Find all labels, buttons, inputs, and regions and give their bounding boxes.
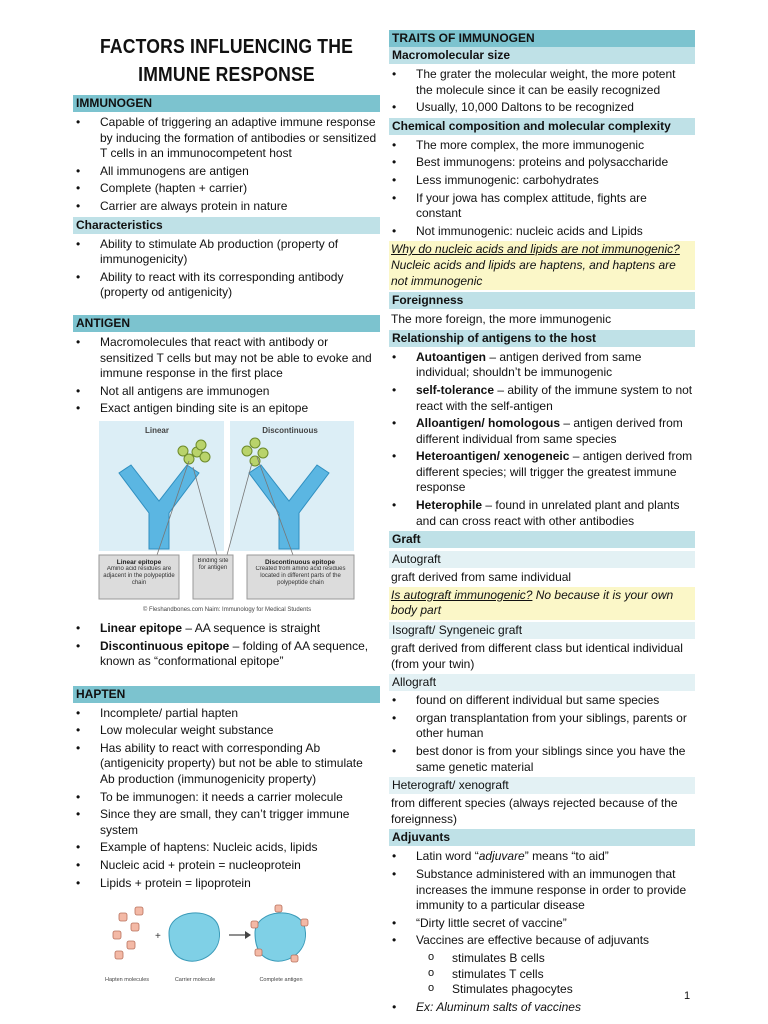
autograft-text: graft derived from same individual xyxy=(391,570,572,585)
list-item: • Example of haptens: Nucleic acids, lipids xyxy=(73,840,380,856)
list-item: • Lipids + protein = lipoprotein xyxy=(73,876,380,892)
label-hapten: Hapten molecules xyxy=(105,977,150,984)
latin-word: adjuvare xyxy=(478,849,525,864)
carrier-molecule-shape xyxy=(169,913,220,961)
size-heading: Macromolecular size xyxy=(389,47,695,64)
rel-term: Heterophile xyxy=(416,498,483,513)
rel-term: Autoantigen xyxy=(416,349,486,364)
list-item: • The grater the molecular weight, the more potent the molecule since it can be easily recognized xyxy=(389,67,695,98)
hapten-molecules-shape xyxy=(113,907,143,959)
list-item: • Less immunogenic: carbohydrates xyxy=(389,173,695,189)
list-item: • Ex: Aluminum salts of vaccines xyxy=(389,1000,695,1016)
list-item xyxy=(389,416,695,447)
box1-title: Linear epitope xyxy=(116,558,162,566)
title-line-1: FACTORS INFLUENCING THE xyxy=(99,36,354,58)
list-item xyxy=(389,498,695,529)
list-item: o Stimulates phagocytes xyxy=(389,982,695,998)
label-complete: Complete antigen xyxy=(259,977,303,984)
foreign-heading: Foreignness xyxy=(389,292,695,309)
complete-antigen-shape xyxy=(255,913,306,961)
hapten-carrier-illustration xyxy=(105,899,315,999)
chem-heading: Chemical composition and molecular complexity xyxy=(389,118,695,135)
epitope-term: Discontinuous epitope xyxy=(100,638,230,653)
rel-desc: – antigen derived from different species; will trigger the greatest immune response xyxy=(416,449,693,495)
arrow-icon xyxy=(245,931,251,939)
note-question: Why do nucleic acids and lipids are not immunogenic? xyxy=(391,242,680,257)
list-item: • Carrier are always protein in nature xyxy=(73,199,380,215)
hapten-heading: HAPTEN xyxy=(73,686,380,703)
list-item: • Ability to react with its corresponding antibody (property od antigenicity) xyxy=(73,270,380,301)
adjuvants-heading: Adjuvants xyxy=(389,829,695,846)
rel-desc: – ability of the immune system to not react with the self-antigen xyxy=(416,382,693,413)
autograft-heading: Autograft xyxy=(389,551,695,568)
page-title xyxy=(91,33,361,89)
traits-heading: TRAITS OF IMMUNOGEN xyxy=(389,30,695,47)
list-item: • If your jowa has complex attitude, fights are constant xyxy=(389,191,695,222)
antigen-list xyxy=(73,335,380,417)
list-item xyxy=(389,383,695,414)
rel-term: Alloantigen/ homologous xyxy=(416,416,560,431)
hapten-carrier-figure xyxy=(105,899,315,999)
list-item: • “Dirty little secret of vaccine” xyxy=(389,916,695,932)
list-item: • Exact antigen binding site is an epitope xyxy=(73,401,380,417)
heterograft-heading: Heterograft/ xenograft xyxy=(389,777,695,794)
note-answer: Nucleic acids and lipids are haptens, and haptens are not immunogenic xyxy=(391,257,676,288)
antibody-epitope-illustration xyxy=(97,421,357,617)
relationship-list xyxy=(389,350,695,530)
list-item: • Incomplete/ partial hapten xyxy=(73,706,380,722)
list-item: • Best immunogens: proteins and polysaccharide xyxy=(389,155,695,171)
list-item xyxy=(73,621,380,637)
list-item: • All immunogens are antigen xyxy=(73,164,380,180)
list-item: • The more complex, the more immunogenic xyxy=(389,138,695,154)
list-item xyxy=(389,350,695,381)
characteristics-list xyxy=(73,237,380,301)
list-item: • Not immunogenic: nucleic acids and Lipids xyxy=(389,224,695,240)
box3-title: Discontinuous epitope xyxy=(264,558,336,566)
note-box xyxy=(389,241,695,290)
heterograft-text: from different species (always rejected because of the foreignness) xyxy=(391,796,678,826)
epitope-figure xyxy=(97,421,357,617)
figure-credit: © Fleshandbones.com Naim: Immunology for Medical Students xyxy=(142,606,312,613)
right-column xyxy=(389,30,695,1017)
allograft-list xyxy=(389,693,695,775)
box1-text: Amino acid residues are adjacent in the polypeptide chain xyxy=(103,565,175,586)
plus-sign: + xyxy=(155,931,161,943)
autograft-note xyxy=(389,587,695,620)
foreign-text: The more foreign, the more immunogenic xyxy=(391,312,612,327)
adjuvants-sublist xyxy=(389,951,695,998)
list-item: • Not all antigens are immunogen xyxy=(73,384,380,400)
list-item xyxy=(389,849,695,865)
list-item: • Complete (hapten + carrier) xyxy=(73,181,380,197)
text-part: Latin word “ xyxy=(416,849,479,864)
list-item: • best donor is from your siblings since you have the same genetic material xyxy=(389,744,695,775)
text-part: ” means “to aid” xyxy=(524,849,609,864)
allograft-heading: Allograft xyxy=(389,674,695,691)
isograft-heading: Isograft/ Syngeneic graft xyxy=(389,622,695,639)
label-carrier: Carrier molecule xyxy=(174,977,216,984)
list-item: • Since they are small, they can’t trigger immune system xyxy=(73,807,380,838)
list-item: • Substance administered with an immunogen that increases the immune response in order to provide immunity to a particular disease xyxy=(389,867,695,914)
adjuvants-list xyxy=(389,849,695,949)
rel-term: self-tolerance xyxy=(416,382,495,397)
list-item xyxy=(73,639,380,670)
box3-text: Created from amino acid residues located in different parts of the polypeptide chain xyxy=(255,565,346,586)
linear-label: Linear xyxy=(144,425,170,435)
isograft-text: graft derived from different class but identical individual (from your twin) xyxy=(391,641,683,671)
rel-desc: – found in unrelated plant and plants and can cross react with other antibodies xyxy=(416,498,680,528)
rel-desc: – antigen derived from same individual; shouldn’t be immunogenic xyxy=(416,349,642,380)
list-item: • Macromolecules that react with antibody or sensitized T cells but may not be able to evoke and immune response in the first place xyxy=(73,335,380,382)
relationship-heading: Relationship of antigens to the host xyxy=(389,330,695,347)
hapten-list xyxy=(73,706,380,892)
epitope-desc: – AA sequence is straight xyxy=(182,620,321,635)
immunogen-heading: IMMUNOGEN xyxy=(73,95,380,112)
note-answer: No because it is your own body part xyxy=(391,587,674,618)
epitope-list xyxy=(73,621,380,670)
list-item: • Usually, 10,000 Daltons to be recognized xyxy=(389,100,695,116)
discontinuous-label: Discontinuous xyxy=(262,425,318,435)
list-item: • found on different individual but same species xyxy=(389,693,695,709)
size-list xyxy=(389,67,695,116)
list-item: • Nucleic acid + protein = nucleoprotein xyxy=(73,858,380,874)
rel-desc: – antigen derived from different individual from same species xyxy=(416,416,683,446)
rel-term: Heteroantigen/ xenogeneic xyxy=(416,449,570,464)
antigen-heading: ANTIGEN xyxy=(73,315,380,332)
list-item: • Capable of triggering an adaptive immune response by inducing the formation of antibodies or sensitized T cells in an immunocompetent host xyxy=(73,115,380,162)
title-line-2: IMMUNE RESPONSE xyxy=(138,64,315,86)
list-item: • Ability to stimulate Ab production (property of immunogenicity) xyxy=(73,237,380,268)
epitope-desc: – folding of AA sequence, known as “conformational epitope” xyxy=(100,638,369,669)
adjuvants-example xyxy=(389,1000,695,1016)
list-item: • Vaccines are effective because of adjuvants xyxy=(389,933,695,949)
list-item: o stimulates B cells xyxy=(389,951,695,967)
list-item: • To be immunogen: it needs a carrier molecule xyxy=(73,790,380,806)
box2-text: Binding site for antigen xyxy=(197,557,229,571)
page-number: 1 xyxy=(684,990,691,1002)
note-question: Is autograft immunogenic? xyxy=(391,587,533,602)
list-item xyxy=(389,449,695,496)
characteristics-heading: Characteristics xyxy=(73,217,380,234)
list-item: • organ transplantation from your siblings, parents or other human xyxy=(389,711,695,742)
graft-heading: Graft xyxy=(389,531,695,548)
left-column xyxy=(73,30,380,999)
epitope-term: Linear epitope xyxy=(100,620,183,635)
chem-list xyxy=(389,138,695,240)
list-item: • Has ability to react with corresponding Ab (antigenicity property) but not be able to stimulate Ab production (immunogenicity property) xyxy=(73,741,380,788)
list-item: • Low molecular weight substance xyxy=(73,723,380,739)
list-item: o stimulates T cells xyxy=(389,967,695,983)
immunogen-list xyxy=(73,115,380,215)
